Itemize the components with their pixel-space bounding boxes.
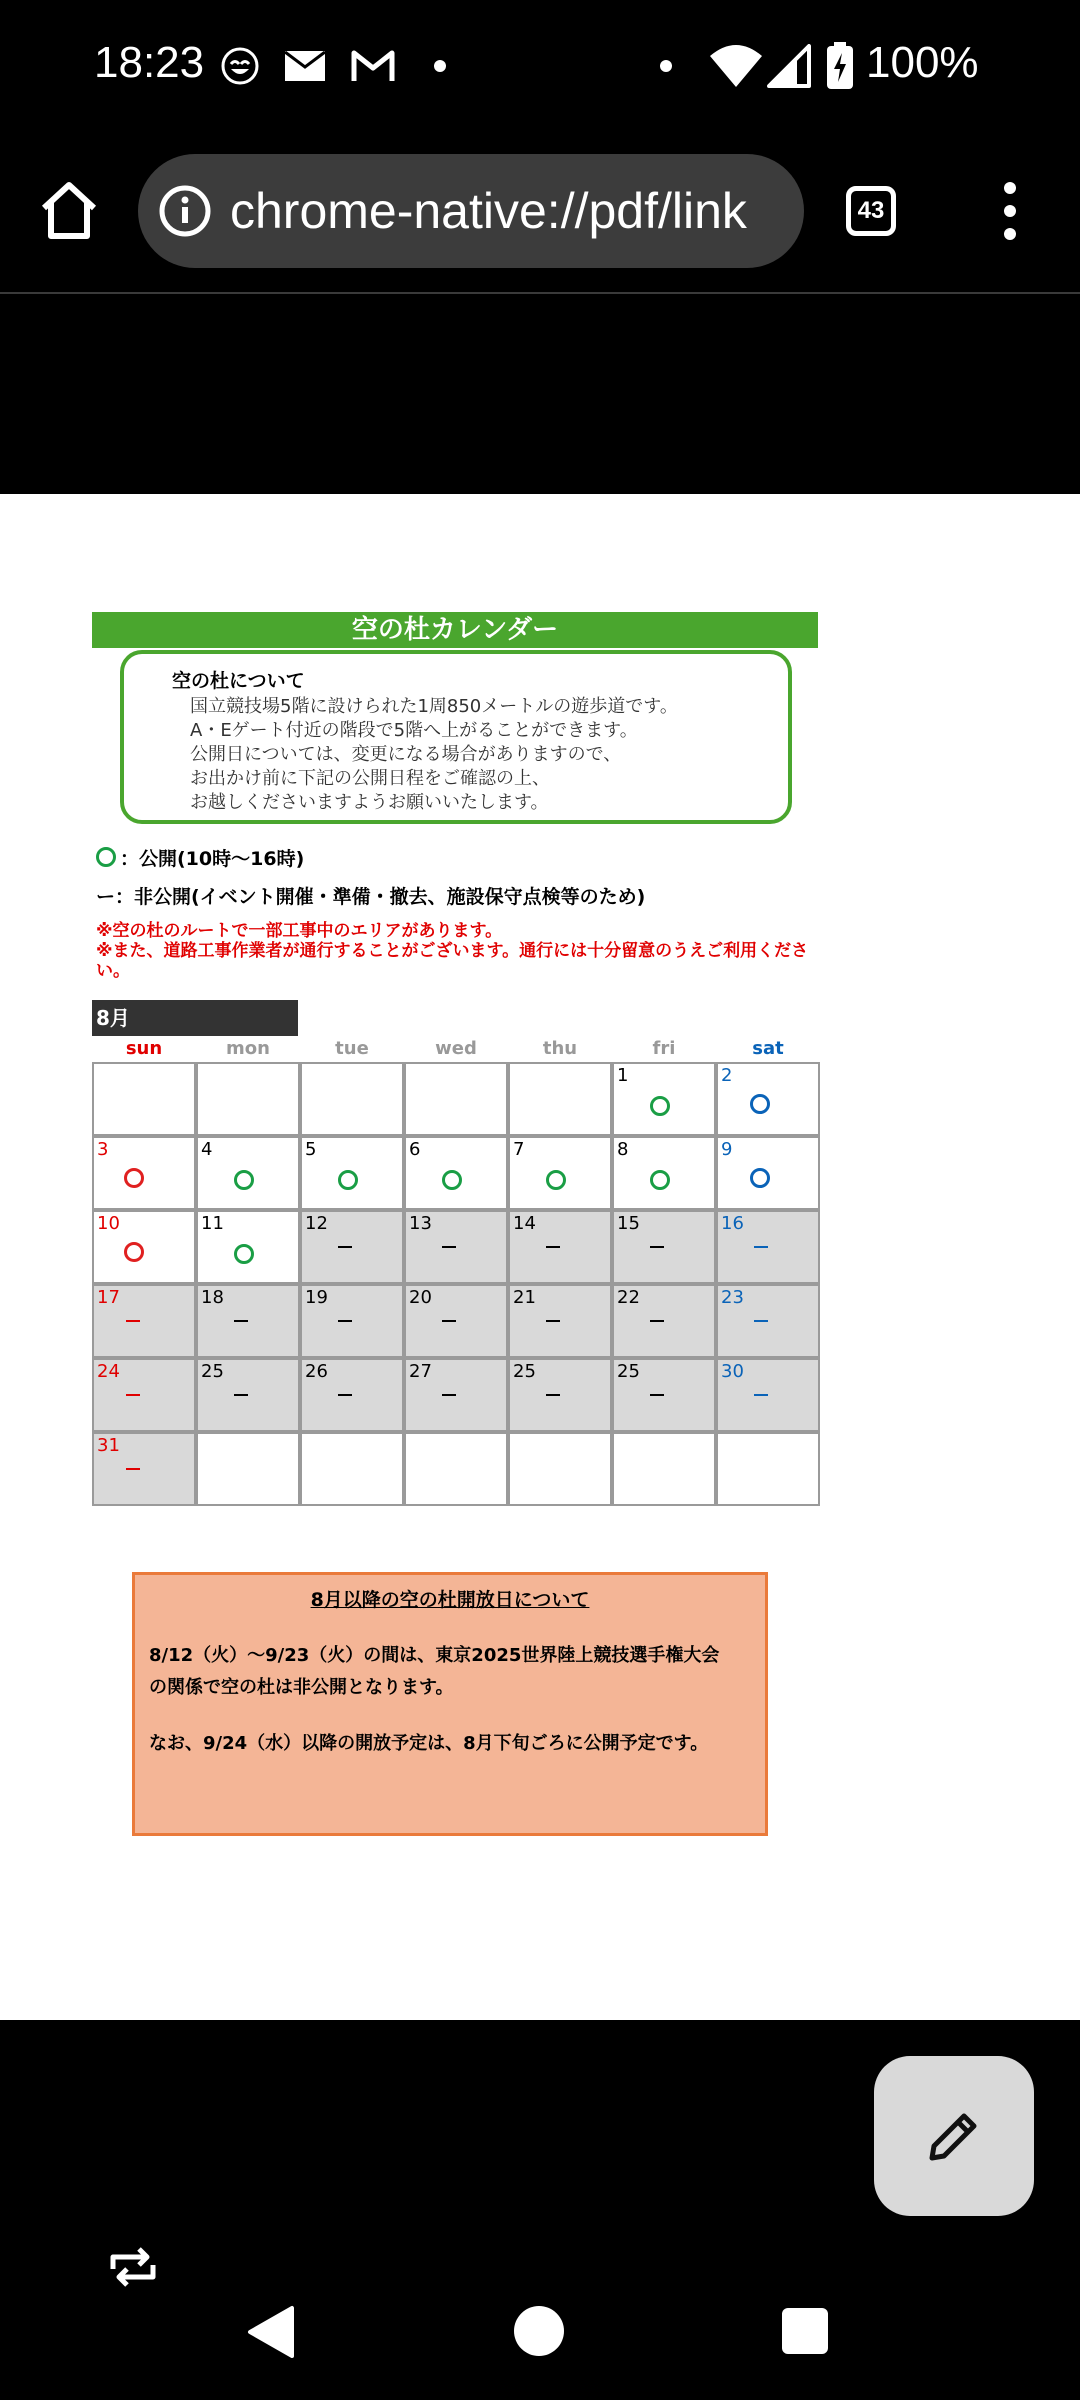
about-line: お出かけ前に下記の公開日程をご確認の上、 — [190, 768, 550, 789]
notice-line: の関係で空の杜は非公開となります。 — [149, 1677, 454, 1698]
closed-dash-icon — [546, 1394, 560, 1396]
calendar-title: 空の杜カレンダー — [92, 612, 818, 648]
open-circle-icon — [650, 1170, 670, 1190]
nav-home-button[interactable] — [514, 2306, 564, 2356]
closed-dash-icon — [338, 1320, 352, 1322]
day-number: 1 — [617, 1065, 629, 1086]
closed-dash-icon — [650, 1394, 664, 1396]
home-button[interactable] — [36, 178, 102, 244]
month-label: 8月 — [92, 1000, 298, 1036]
weekday-tue: tue — [335, 1038, 369, 1059]
home-icon — [36, 178, 102, 244]
calendar-day-cell — [508, 1432, 612, 1506]
closed-dash-icon — [338, 1246, 352, 1248]
weekday-sun: sun — [125, 1038, 163, 1059]
closed-dash-icon — [546, 1320, 560, 1322]
edit-button[interactable] — [874, 2056, 1034, 2216]
about-box — [120, 650, 792, 824]
day-number: 21 — [513, 1287, 536, 1308]
calendar-day-cell — [716, 1284, 820, 1358]
calendar-day-cell — [404, 1284, 508, 1358]
warning-line: い。 — [96, 961, 130, 981]
open-circle-icon — [338, 1170, 358, 1190]
day-number: 9 — [721, 1139, 733, 1160]
closed-dash-icon — [754, 1394, 768, 1396]
calendar-day-cell — [404, 1432, 508, 1506]
closed-dash-icon — [234, 1320, 248, 1322]
tab-switcher-button[interactable]: 43 — [846, 186, 896, 236]
weekday-thu: thu — [542, 1038, 578, 1059]
calendar-day-cell — [92, 1210, 196, 1284]
notice-line: なお、9/24（水）以降の開放予定は、8月下旬ごろに公開予定です。 — [149, 1733, 709, 1754]
about-line: 公開日については、変更になる場合がありますので、 — [190, 744, 622, 765]
open-circle-icon — [750, 1168, 770, 1188]
gmail-icon — [350, 44, 396, 88]
calendar-day-cell — [196, 1284, 300, 1358]
calendar-day-cell — [612, 1210, 716, 1284]
cell-signal-icon — [764, 44, 814, 88]
calendar-day-cell — [300, 1062, 404, 1136]
day-number: 16 — [721, 1213, 744, 1234]
open-circle-icon — [96, 847, 116, 867]
calendar-day-cell — [508, 1210, 612, 1284]
calendar-day-cell — [196, 1210, 300, 1284]
calendar-day-cell — [92, 1358, 196, 1432]
open-circle-icon — [234, 1244, 254, 1264]
calendar-day-cell — [196, 1136, 300, 1210]
open-circle-icon — [546, 1170, 566, 1190]
calendar-day-cell — [404, 1062, 508, 1136]
closed-dash-icon — [442, 1246, 456, 1248]
nav-back-button[interactable] — [246, 2304, 296, 2360]
legend-open-text: ：公開(10時～16時) — [120, 848, 305, 870]
open-circle-icon — [124, 1168, 144, 1188]
calendar-day-cell — [92, 1136, 196, 1210]
calendar-day-cell — [300, 1432, 404, 1506]
calendar-day-cell — [716, 1062, 820, 1136]
notice-line: 8/12（火）～9/23（火）の間は、東京2025世界陸上競技選手権大会 — [149, 1645, 720, 1666]
calendar-day-cell — [612, 1432, 716, 1506]
closed-dash-icon — [442, 1320, 456, 1322]
day-number: 7 — [513, 1139, 525, 1160]
closed-dash-icon — [234, 1394, 248, 1396]
calendar-day-cell — [404, 1358, 508, 1432]
day-number: 19 — [305, 1287, 328, 1308]
calendar-day-cell — [196, 1062, 300, 1136]
closed-dash-icon — [126, 1468, 140, 1470]
calendar-day-cell — [716, 1432, 820, 1506]
closed-dash-icon — [338, 1394, 352, 1396]
calendar-day-cell — [612, 1062, 716, 1136]
day-number: 24 — [97, 1361, 120, 1382]
day-number: 31 — [97, 1435, 120, 1456]
back-triangle-icon — [246, 2304, 296, 2360]
more-menu-button[interactable] — [990, 180, 1030, 242]
weekday-wed: wed — [435, 1038, 477, 1059]
open-circle-icon — [442, 1170, 462, 1190]
day-number: 25 — [513, 1361, 536, 1382]
day-number: 22 — [617, 1287, 640, 1308]
calendar-day-cell — [612, 1136, 716, 1210]
about-line: A・Eゲート付近の階段で5階へ上がることができます。 — [190, 720, 638, 741]
closed-dash-icon — [126, 1394, 140, 1396]
open-circle-icon — [650, 1096, 670, 1116]
url-text[interactable]: chrome-native://pdf/link — [230, 183, 747, 239]
about-heading: 空の杜について — [172, 670, 305, 692]
notice-box — [132, 1572, 768, 1836]
calendar-day-cell — [300, 1210, 404, 1284]
calendar-day-cell — [92, 1432, 196, 1506]
calendar-day-cell — [508, 1062, 612, 1136]
weekday-mon: mon — [226, 1038, 270, 1059]
closed-dash-icon — [126, 1320, 140, 1322]
closed-dash-icon — [546, 1246, 560, 1248]
notification-dot-icon — [656, 44, 676, 88]
pencil-icon — [924, 2106, 984, 2166]
day-number: 15 — [617, 1213, 640, 1234]
calendar-day-cell — [716, 1136, 820, 1210]
day-number: 13 — [409, 1213, 432, 1234]
warning-line: ※また、道路工事作業者が通行することがございます。通行には十分留意のうえご利用くださ — [96, 941, 809, 961]
calendar-day-cell — [716, 1358, 820, 1432]
calendar-day-cell — [196, 1358, 300, 1432]
open-circle-icon — [124, 1242, 144, 1262]
mail-icon — [282, 44, 328, 88]
day-number: 2 — [721, 1065, 733, 1086]
open-circle-icon — [750, 1094, 770, 1114]
day-number: 17 — [97, 1287, 120, 1308]
day-number: 10 — [97, 1213, 120, 1234]
closed-dash-icon — [442, 1394, 456, 1396]
about-line: 国立競技場5階に設けられた1周850メートルの遊歩道です。 — [190, 696, 678, 717]
day-number: 25 — [617, 1361, 640, 1382]
day-number: 18 — [201, 1287, 224, 1308]
weekday-fri: fri — [652, 1038, 676, 1059]
status-bar — [0, 0, 1080, 130]
emoji-icon — [218, 44, 262, 88]
rotate-screen-button[interactable] — [58, 2192, 208, 2342]
day-number: 8 — [617, 1139, 629, 1160]
address-bar[interactable] — [138, 154, 804, 268]
open-circle-icon — [234, 1170, 254, 1190]
calendar-day-cell — [300, 1136, 404, 1210]
warning-line: ※空の杜のルートで一部工事中のエリアがあります。 — [96, 921, 503, 941]
calendar-day-cell — [612, 1358, 716, 1432]
day-number: 4 — [201, 1139, 213, 1160]
day-number: 5 — [305, 1139, 317, 1160]
nav-recents-button[interactable] — [782, 2308, 828, 2354]
day-number: 27 — [409, 1361, 432, 1382]
battery-charging-icon — [822, 44, 858, 88]
about-line: お越しくださいますようお願いいたします。 — [190, 792, 549, 813]
closed-dash-icon — [650, 1320, 664, 1322]
calendar-day-cell — [404, 1136, 508, 1210]
pdf-page[interactable] — [0, 494, 1080, 2020]
calendar-day-cell — [508, 1136, 612, 1210]
day-number: 6 — [409, 1139, 421, 1160]
weekday-sat: sat — [752, 1038, 784, 1059]
status-time: 18:23 — [94, 38, 205, 87]
day-number: 14 — [513, 1213, 536, 1234]
dot-icon — [430, 44, 450, 88]
site-info-icon[interactable] — [158, 184, 212, 238]
calendar-day-cell — [196, 1432, 300, 1506]
browser-toolbar — [0, 130, 1080, 294]
closed-dash-icon — [754, 1320, 768, 1322]
day-number: 20 — [409, 1287, 432, 1308]
calendar-grid — [92, 1062, 820, 1510]
notice-title: 8月以降の空の杜開放日について — [310, 1589, 590, 1611]
calendar-day-cell — [612, 1284, 716, 1358]
rotate-icon — [105, 2245, 161, 2289]
wifi-icon — [708, 44, 764, 88]
calendar-day-cell — [92, 1284, 196, 1358]
day-number: 23 — [721, 1287, 744, 1308]
closed-dash-icon — [650, 1246, 664, 1248]
day-number: 26 — [305, 1361, 328, 1382]
day-number: 30 — [721, 1361, 744, 1382]
legend-open — [96, 844, 304, 871]
legend-closed: ー：非公開(イベント開催・準備・撤去、施設保守点検等のため) — [96, 886, 646, 908]
calendar-day-cell — [716, 1210, 820, 1284]
calendar-day-cell — [404, 1210, 508, 1284]
calendar-day-cell — [300, 1284, 404, 1358]
day-number: 25 — [201, 1361, 224, 1382]
calendar-day-cell — [508, 1284, 612, 1358]
calendar-day-cell — [508, 1358, 612, 1432]
more-vert-icon — [990, 180, 1030, 242]
closed-dash-icon — [754, 1246, 768, 1248]
calendar-day-cell — [92, 1062, 196, 1136]
calendar-day-cell — [300, 1358, 404, 1432]
day-number: 12 — [305, 1213, 328, 1234]
day-number: 3 — [97, 1139, 109, 1160]
day-number: 11 — [201, 1213, 224, 1234]
battery-percent: 100% — [866, 38, 979, 87]
